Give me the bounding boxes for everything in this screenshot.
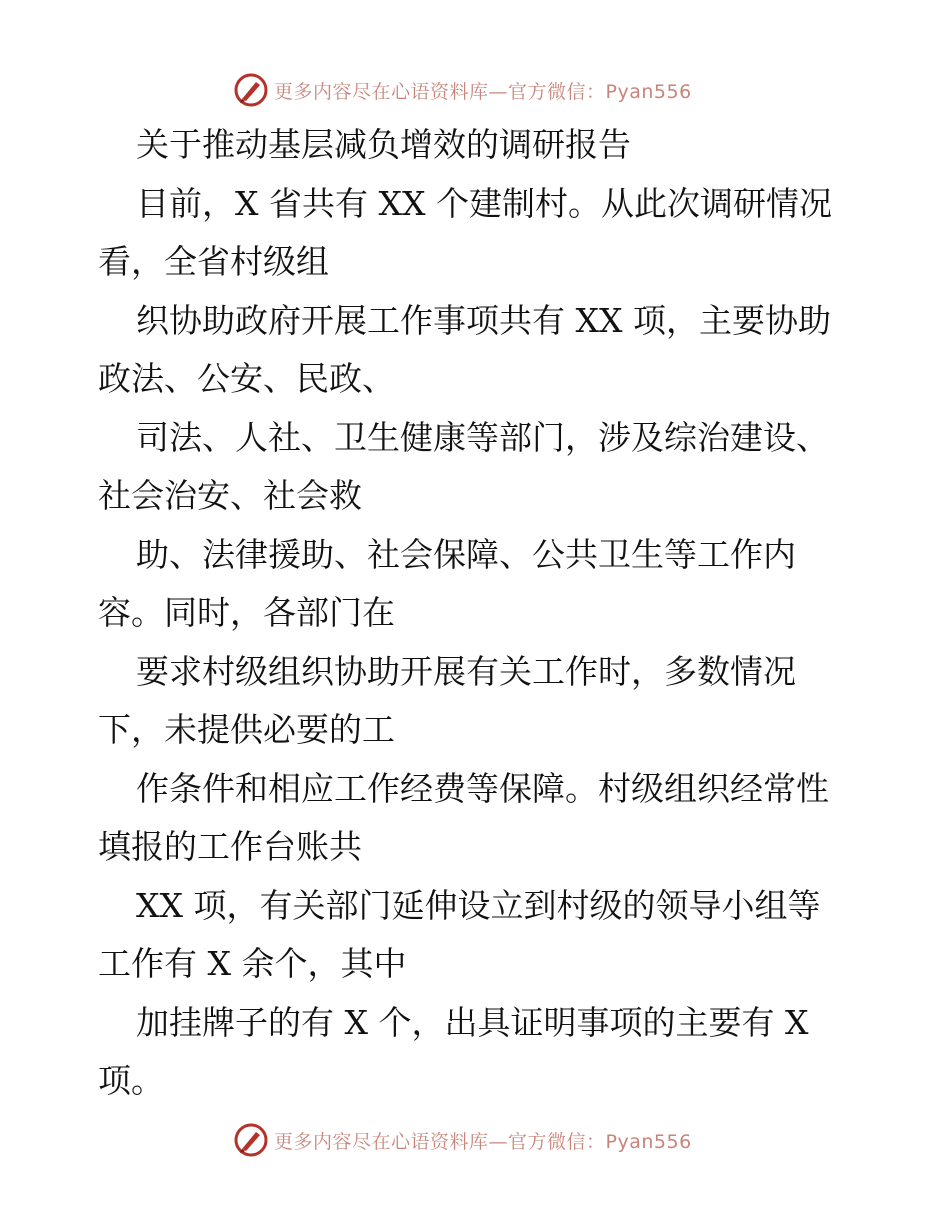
paragraph-line: 工作有 X 余个，其中 [98,944,407,983]
paragraph-line: 填报的工作台账共 [98,827,362,866]
paragraph-line: 加挂牌子的有 X 个，出具证明事项的主要有 X [136,1002,809,1042]
footer-banner [234,1122,692,1158]
paragraph-line: 目前，X 省共有 XX 个建制村。从此次调研情况 [136,183,832,223]
paragraph-line: 看，全省村级组 [98,242,329,281]
document-body [98,116,868,1111]
paragraph-line: 织协助政府开展工作事项共有 XX 项，主要协助 [136,300,831,340]
header-banner [234,72,692,108]
paragraph-line: 项。 [98,1061,164,1100]
paragraph-line: 司法、人社、卫生健康等部门，涉及综治建设、 [136,417,829,457]
paragraph-line: XX 项，有关部门延伸设立到村级的领导小组等 [136,885,821,925]
pen-quill-icon [234,1123,268,1157]
paragraph-line: 容。同时，各部门在 [98,593,395,632]
paragraph-line: 助、法律援助、社会保障、公共卫生等工作内 [136,534,796,574]
document-title: 关于推动基层减负增效的调研报告 [136,125,631,164]
banner-text: 更多内容尽在心语资料库—官方微信：Pyan556 [274,80,692,103]
paragraph-line: 作条件和相应工作经费等保障。村级组织经常性 [136,768,829,808]
paragraph-line: 下，未提供必要的工 [98,710,395,749]
banner-text: 更多内容尽在心语资料库—官方微信：Pyan556 [274,1130,692,1153]
paragraph-line: 社会治安、社会救 [98,476,362,515]
paragraph-line: 要求村级组织协助开展有关工作时，多数情况 [136,651,796,691]
paragraph-line: 政法、公安、民政、 [98,359,395,398]
pen-quill-icon [234,73,268,107]
